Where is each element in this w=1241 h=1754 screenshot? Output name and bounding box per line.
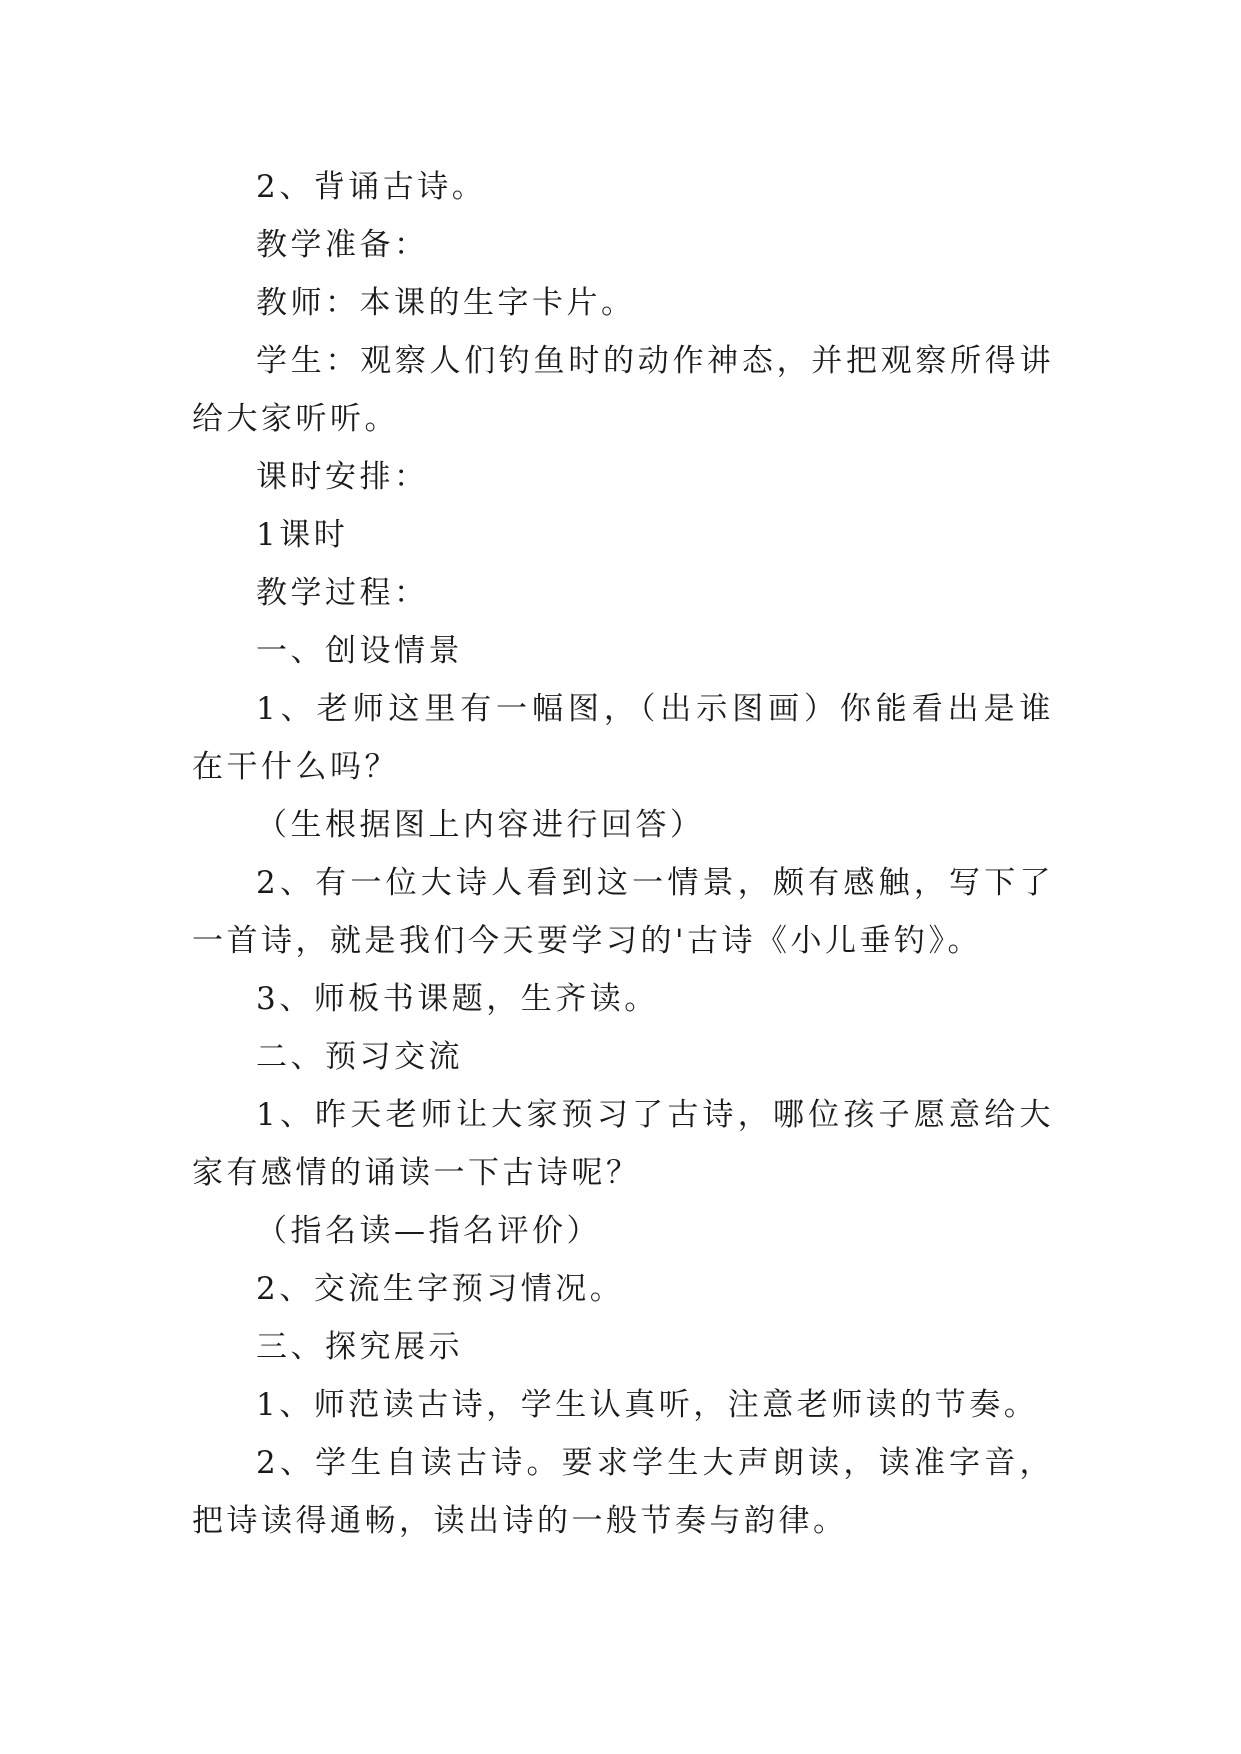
paragraph: （生根据图上内容进行回答） xyxy=(256,807,705,843)
paragraph: 2、背诵古诗。 xyxy=(256,169,487,205)
paragraph: 1、昨天老师让大家预习了古诗，哪位孩子愿意给大家有感情的诵读一下古诗呢？ xyxy=(192,1097,1054,1191)
section-heading: 三、探究展示 xyxy=(256,1329,463,1365)
paragraph: 1、老师这里有一幅图，（出示图画）你能看出是谁在干什么吗？ xyxy=(192,691,1054,785)
paragraph: 2、交流生字预习情况。 xyxy=(256,1271,625,1307)
paragraph: 学生：观察人们钓鱼时的动作神态，并把观察所得讲给大家听听。 xyxy=(192,343,1054,437)
paragraph: 教学过程： xyxy=(256,575,429,611)
paragraph: 课时安排： xyxy=(256,459,429,495)
paragraph: 1课时 xyxy=(256,517,349,553)
paragraph: 1、师范读古诗，学生认真听，注意老师读的节奏。 xyxy=(256,1387,1039,1423)
paragraph: 2、学生自读古诗。要求学生大声朗读，读准字音，把诗读得通畅，读出诗的一般节奏与韵律。 xyxy=(192,1445,1054,1539)
section-heading: 二、预习交流 xyxy=(256,1039,463,1075)
paragraph: 教师：本课的生字卡片。 xyxy=(256,285,636,321)
paragraph: （指名读—指名评价） xyxy=(256,1213,601,1249)
document-body xyxy=(192,158,1054,1550)
section-heading: 一、创设情景 xyxy=(256,633,463,669)
paragraph: 2、有一位大诗人看到这一情景，颇有感触，写下了一首诗，就是我们今天要学习的'古诗《小儿垂钓》。 xyxy=(192,865,1054,959)
paragraph: 3、师板书课题，生齐读。 xyxy=(256,981,659,1017)
paragraph: 教学准备： xyxy=(256,227,429,263)
